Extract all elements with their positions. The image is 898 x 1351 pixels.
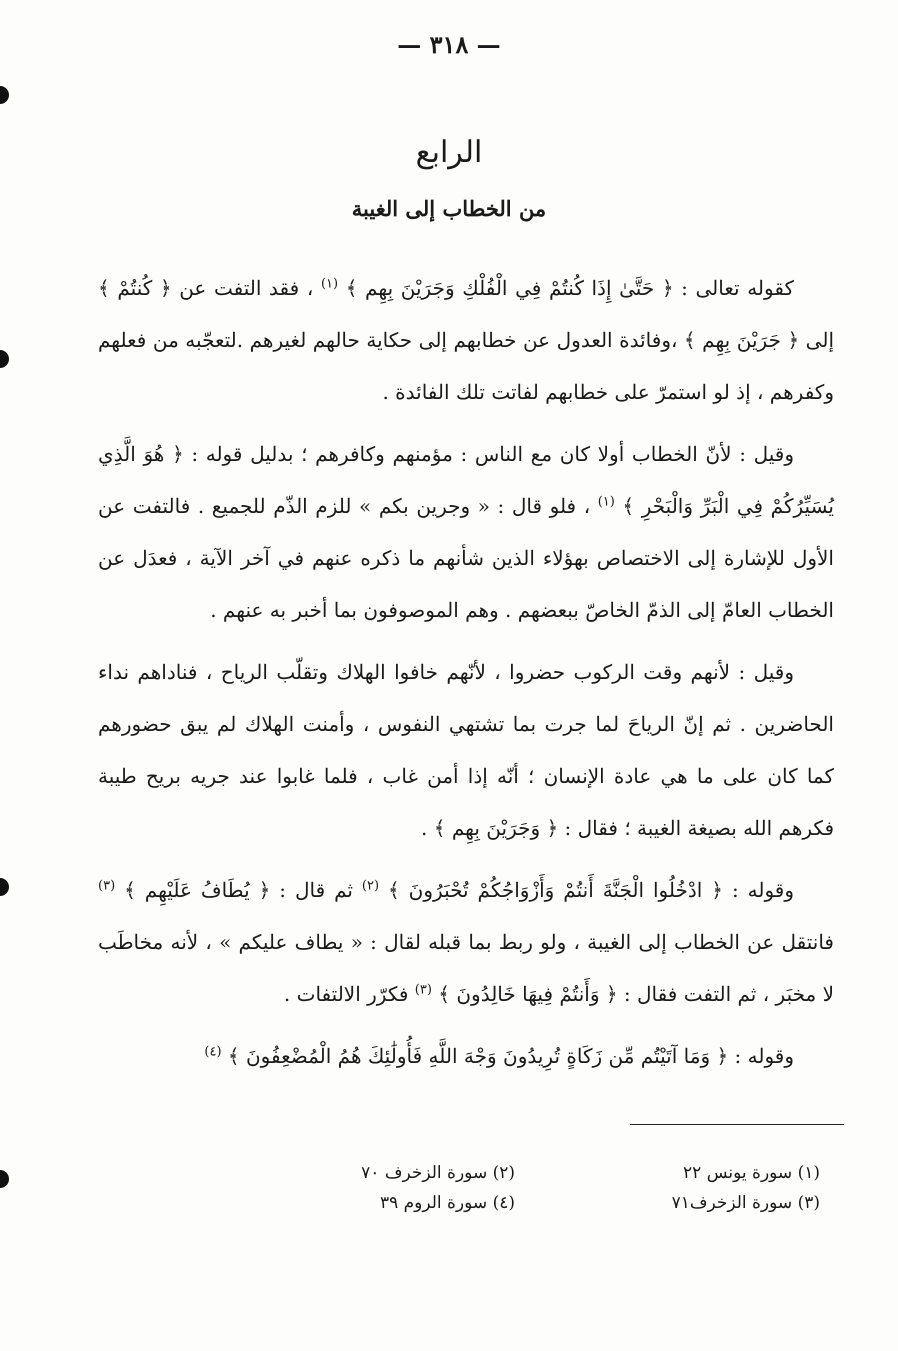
footnote-item: (٢) سورة الزخرف ٧٠ (361, 1163, 515, 1183)
footnote-marker: (٤) (204, 1044, 222, 1060)
scan-edge-mark (0, 878, 9, 896)
paragraph-text: وقيل : لأنّ الخطاب أولا كان مع الناس : مؤمنهم وكافرهم ؛ بدليل قوله : ﴿ هُوَ الَّذِي يُسَيِّرُكُمْ فِي الْبَرِّ وَالْبَحْرِ ﴾ (98, 442, 834, 518)
scan-edge-mark (0, 350, 9, 368)
footnote-item: (٣) سورة الزخرف٧١ (671, 1193, 820, 1213)
footnote-item: (٤) سورة الروم ٣٩ (379, 1193, 515, 1213)
footnote-marker: (٢) (361, 878, 380, 894)
paragraph-text: ، فلو قال : « وجرين بكم » للزم الذّم للجميع . فالتفت عن الأول للإشارة إلى الاختصاص بهؤلاء الذين شأنهم ما ذكره عنهم في آخر الآية ، فعدَل عن الخطاب العامّ إلى الذمّ الخاصّ ببعضهم . وهم الموصوفون بما أخبر به عنهم . (98, 494, 834, 622)
paragraph-text: وقوله : ﴿ وَمَا آتَيْتُم مِّن زَكَاةٍ تُرِيدُونَ وَجْهَ اللَّهِ فَأُولَٰئِكَ هُمُ الْمُضْعِفُونَ ﴾ (221, 1044, 794, 1068)
paragraph-text: فكرّر الالتفات . (283, 982, 415, 1006)
paragraph (98, 646, 834, 854)
footnote-item: (١) سورة يونس ٢٢ (683, 1163, 820, 1183)
footnote-divider (630, 1124, 844, 1125)
footnote-marker: (٣) (98, 878, 116, 894)
paragraph-text: ثم قال : ﴿ يُطَافُ عَلَيْهِم ﴾ (115, 878, 362, 902)
footnotes (250, 1158, 820, 1218)
paragraph (98, 262, 834, 418)
paragraph-text: ، فقد التفت عن ﴿ كُنتُمْ ﴾ إلى ﴿ جَرَيْنَ بِهِم ﴾ ،وفائدة العدول عن خطابهم إلى حكاية حالهم لغيرهم .لتعجّبه من فعلهم وكفرهم ، إذ لو استمرّ على خطابهم لفاتت تلك الفائدة . (98, 276, 834, 404)
paragraph-text: كقوله تعالى : ﴿ حَتَّىٰ إِذَا كُنتُمْ فِي الْفُلْكِ وَجَرَيْنَ بِهِم ﴾ (338, 276, 794, 300)
scan-edge-mark (0, 86, 9, 104)
footnote-marker: (١) (320, 276, 339, 292)
chapter-subtitle: من الخطاب إلى الغيبة (351, 196, 547, 221)
paragraph (98, 428, 834, 636)
paragraph-text: فانتقل عن الخطاب إلى الغيبة ، ولو ربط بما قبله لقال : « يطاف عليكم » ، لأنه مخاطَب لا مخبَر ، ثم التفت فقال : ﴿ وَأَنتُمْ فِيهَا خَالِدُونَ ﴾ (98, 930, 834, 1006)
paragraph-text: وقيل : لأنهم وقت الركوب حضروا ، لأنّهم خافوا الهلاك وتقلّب الرياح ، فناداهم نداء الحاضرين . ثم إنّ الرياحَ لما جرت بما تشتهي النفوس ، وأمنت الهلاك لم يبق حضورهم كما كان على ما هي عادة الإنسان ؛ أنّه إذا أمن غاب ، فلما غابوا عند جريه بريح طيبة فكرهم الله بصيغة الغيبة ؛ فقال : ﴿ وَجَرَيْنَ بِهِم ﴾ . (98, 660, 834, 840)
paragraph (98, 1030, 834, 1082)
page-number: — ٣١٨ — (397, 30, 501, 59)
chapter-title: الرابع (415, 135, 483, 170)
scan-edge-mark (0, 1170, 9, 1188)
footnote-marker: (١) (597, 494, 615, 510)
paragraph (98, 864, 834, 1020)
paragraph-text: وقوله : ﴿ ادْخُلُوا الْجَنَّةَ أَنتُمْ وَأَزْوَاجُكُمْ تُحْبَرُونَ ﴾ (379, 878, 794, 902)
footnote-marker: (٣) (414, 982, 432, 998)
body-text (98, 262, 834, 1092)
